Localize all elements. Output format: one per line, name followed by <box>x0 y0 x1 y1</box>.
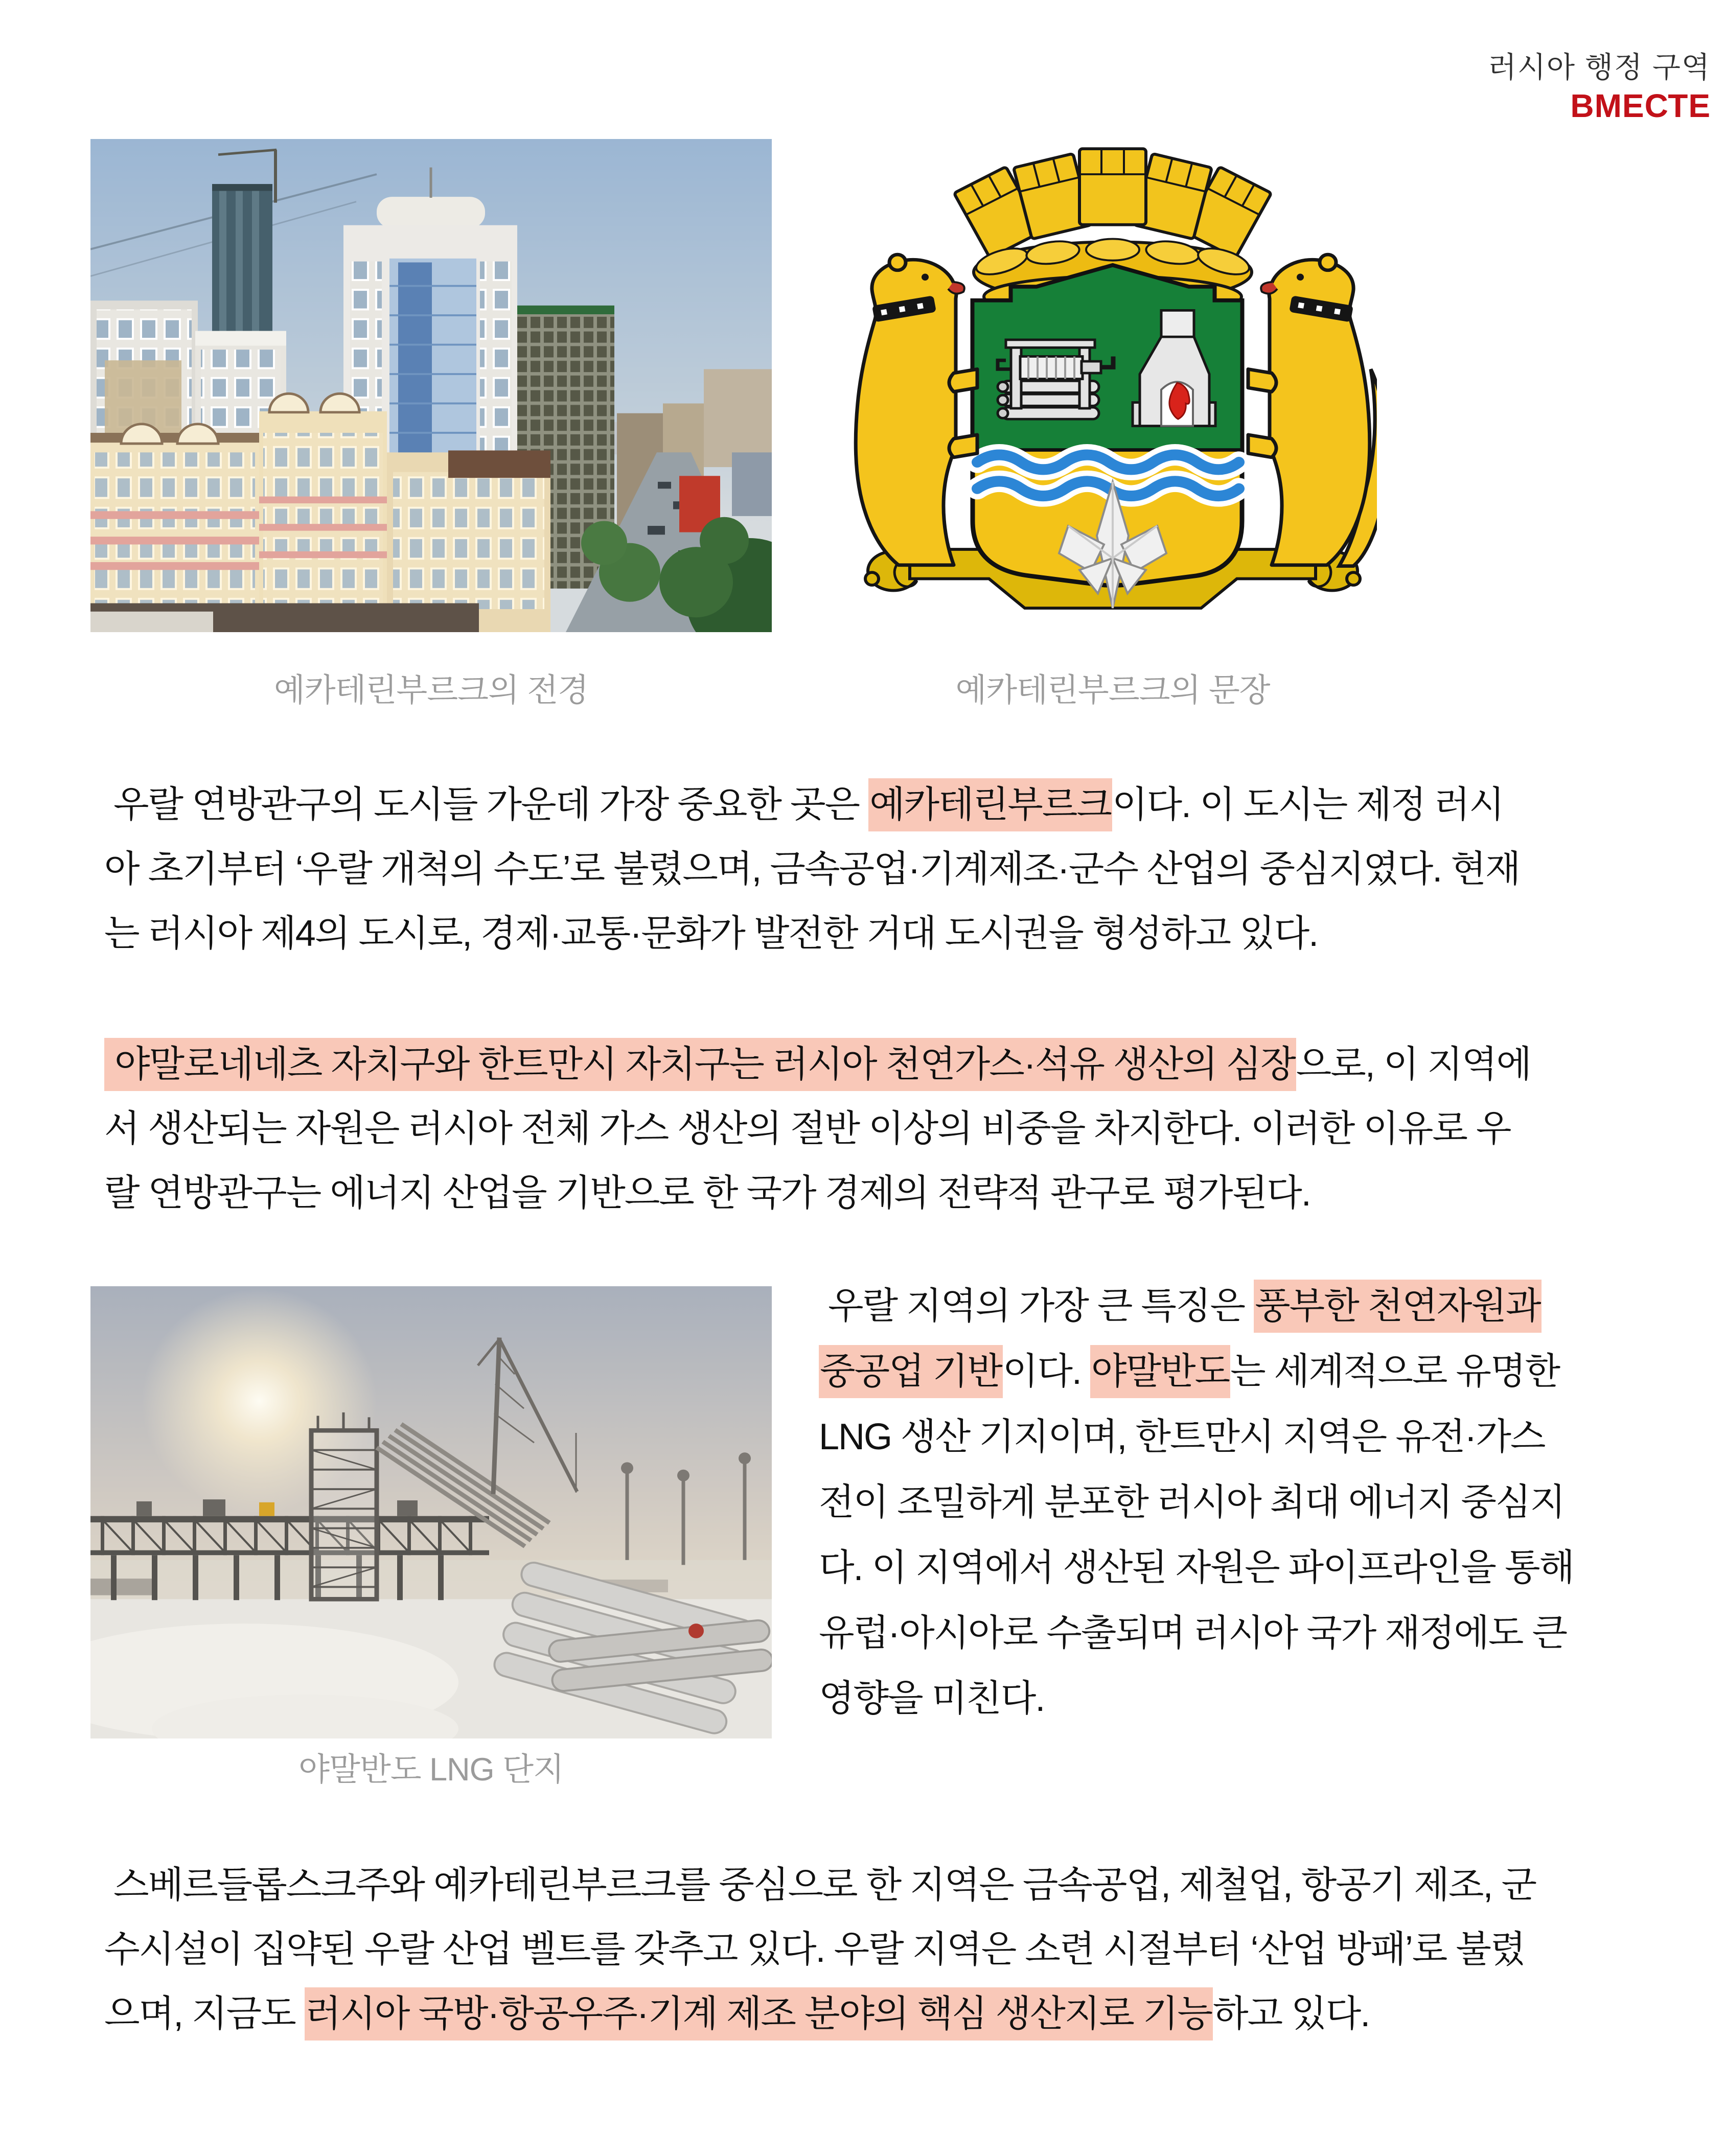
highlighted-text: 예카테린부르크 <box>868 778 1112 831</box>
highlighted-text: 러시아 국방·항공우주·기계 제조 분야의 핵심 생산지로 기능 <box>305 1987 1213 2041</box>
lng-photo-illustration <box>90 1286 772 1738</box>
highlighted-text: 야말반도 <box>1090 1345 1230 1398</box>
lng-photo <box>90 1286 772 1738</box>
text-segment: 유럽·아시아로 수출되며 러시아 국가 재정에도 큰 <box>819 1613 1567 1654</box>
city-photo <box>90 139 772 632</box>
text-line <box>819 1535 1574 1601</box>
paragraph-2 <box>104 1032 1531 1225</box>
shield <box>973 265 1242 608</box>
text-segment: 이다. <box>1002 1351 1090 1392</box>
text-line <box>104 1161 1531 1225</box>
bear-supporter <box>856 254 977 565</box>
text-segment: 우랄 연방관구의 도시들 가운데 가장 중요한 곳은 <box>104 784 869 825</box>
text-line <box>104 901 1520 966</box>
paragraph-1 <box>104 773 1520 966</box>
text-line <box>104 1917 1536 1982</box>
crest-caption: 예카테린부르크의 문장 <box>955 673 1270 708</box>
text-line <box>819 1470 1574 1535</box>
text-line <box>819 1404 1574 1470</box>
sable-supporter <box>1248 254 1370 565</box>
text-line <box>104 1032 1531 1097</box>
text-segment: 는 러시아 제4의 도시로, 경제·교통·문화가 발전한 거대 도시권을 형성하고 있다. <box>104 913 1318 954</box>
text-segment: 하고 있다. <box>1213 1993 1370 2034</box>
text-line <box>104 1982 1536 2046</box>
text-segment: 영향을 미친다. <box>819 1678 1045 1719</box>
text-segment: 아 초기부터 ‘우랄 개척의 수도’로 불렸으며, 금속공업·기계제조·군수 산업의 중심지였다. 현재 <box>104 849 1520 890</box>
text-segment: 서 생산되는 자원은 러시아 전체 가스 생산의 절반 이상의 비중을 차지한다. 이러한 이유로 우 <box>104 1108 1511 1149</box>
page-kicker: 러시아 행정 구역 <box>1488 51 1711 84</box>
crest-illustration <box>848 139 1377 632</box>
paragraph-4 <box>104 1853 1536 2046</box>
text-line <box>819 1273 1574 1339</box>
highlighted-text: 풍부한 천연자원과 <box>1254 1280 1541 1333</box>
paragraph-3 <box>819 1273 1574 1731</box>
text-line <box>819 1601 1574 1666</box>
text-line <box>819 1339 1574 1404</box>
text-segment: 우랄 지역의 가장 큰 특징은 <box>819 1286 1254 1327</box>
text-segment: 수시설이 집약된 우랄 산업 벨트를 갖추고 있다. 우랄 지역은 소련 시절부터 ‘산업 방패’로 불렸 <box>104 1929 1525 1970</box>
scaffold-tower <box>311 1412 377 1599</box>
highlighted-text: 중공업 기반 <box>819 1345 1003 1398</box>
text-segment: 는 세계적으로 유명한 <box>1230 1351 1560 1392</box>
text-line <box>104 1853 1536 1917</box>
brand-logo: ВМЕСТЕ <box>1570 87 1711 124</box>
text-segment: 랄 연방관구는 에너지 산업을 기반으로 한 국가 경제의 전략적 관구로 평가된다. <box>104 1173 1310 1214</box>
city-photo-caption: 예카테린부르크의 전경 <box>273 673 589 708</box>
highlighted-text: 야말로네네츠 자치구와 한트만시 자치구는 러시아 천연가스·석유 생산의 심장 <box>104 1038 1296 1091</box>
text-segment: 스베르들롭스크주와 예카테린부르크를 중심으로 한 지역은 금속공업, 제철업, 항공기 제조, 군 <box>104 1865 1536 1906</box>
text-line <box>104 1097 1531 1161</box>
text-line <box>104 773 1520 837</box>
text-segment: 전이 조밀하게 분포한 러시아 최대 에너지 중심지 <box>819 1482 1565 1523</box>
city-photo-illustration <box>90 139 772 632</box>
text-line <box>104 837 1520 901</box>
text-segment: 으로, 이 지역에 <box>1296 1044 1531 1085</box>
text-segment: LNG 생산 기지이며, 한트만시 지역은 유전·가스 <box>819 1417 1545 1457</box>
lng-photo-caption: 야말반도 LNG 단지 <box>298 1752 564 1788</box>
crest-image <box>848 139 1377 632</box>
text-segment: 다. 이 지역에서 생산된 자원은 파이프라인을 통해 <box>819 1547 1574 1588</box>
text-line <box>819 1666 1574 1731</box>
text-segment: 으며, 지금도 <box>104 1993 305 2034</box>
text-segment: 이다. 이 도시는 제정 러시 <box>1112 784 1504 825</box>
